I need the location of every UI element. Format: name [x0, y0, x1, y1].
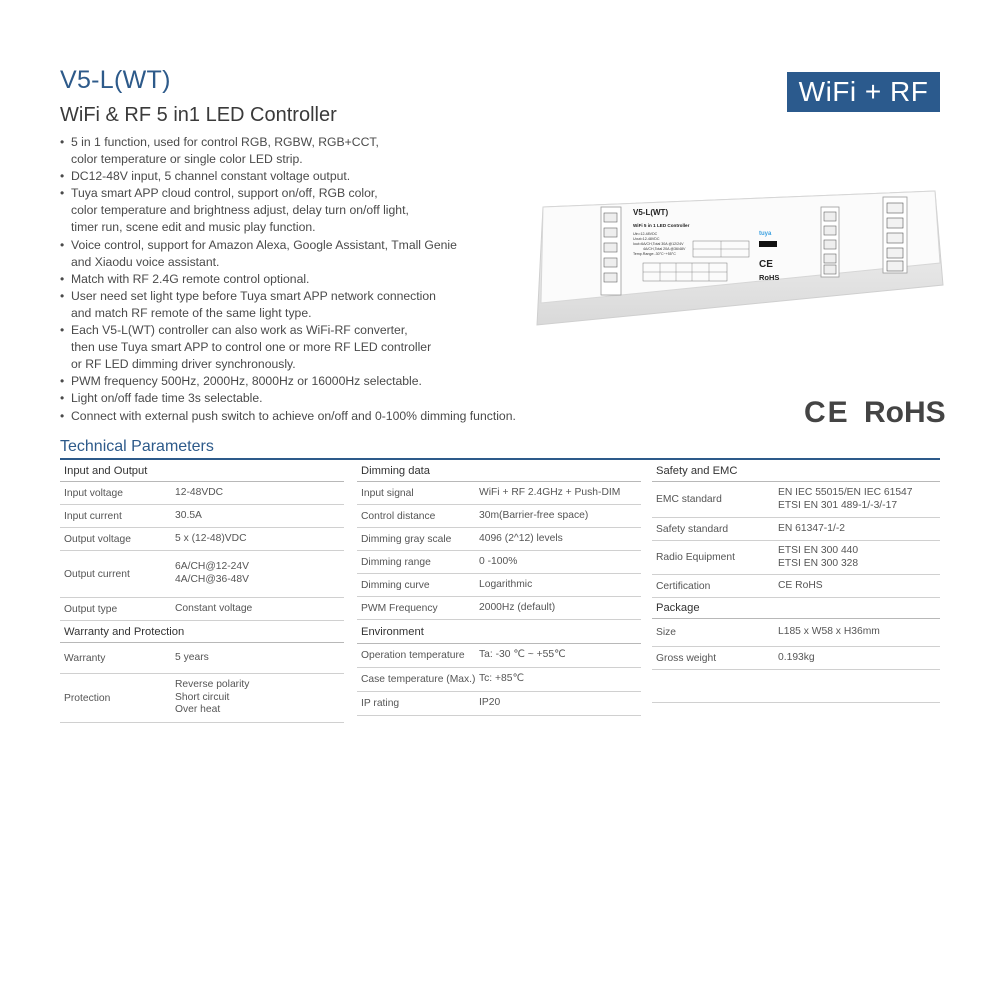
spec-value-line: 0.193kg — [778, 651, 815, 663]
spec-label: Input voltage — [64, 487, 123, 499]
spec-row-control-distance — [357, 505, 641, 528]
spec-value — [175, 561, 344, 586]
device-model-label: V5-L(WT) — [633, 208, 669, 217]
spec-label: Input current — [64, 510, 122, 522]
spec-label: Dimming curve — [361, 579, 430, 591]
device-spec-3: Iout=6A/CH,Total 30A @12/24V — [633, 242, 684, 246]
feature-item: • Each V5-L(WT) controller can also work as WiFi-RF converter, — [60, 322, 560, 339]
spec-value — [175, 487, 344, 500]
wifi-rf-badge: WiFi + RF — [787, 72, 940, 112]
spec-column-2 — [357, 460, 641, 716]
spec-column-3 — [652, 460, 940, 703]
output-terminal-block — [883, 197, 907, 273]
rohs-certification-mark: RoHS — [864, 396, 946, 429]
spec-label: Dimming range — [361, 556, 431, 568]
spec-label: Size — [656, 627, 677, 638]
feature-item: and Xiaodu voice assistant. — [71, 254, 220, 269]
spec-row-input-current — [60, 505, 344, 528]
spec-row-warranty — [60, 643, 344, 674]
spec-value — [175, 603, 344, 616]
feature-item: or RF LED dimming driver synchronously. — [71, 357, 296, 372]
spec-row-emc-standard — [652, 482, 940, 518]
product-model-title: V5-L(WT) — [60, 66, 171, 94]
spec-value-line: EN 61347-1/-2 — [778, 522, 845, 534]
spec-label: Dimming gray scale — [361, 533, 452, 545]
spec-value-line: 30.5A — [175, 509, 202, 521]
spec-value-line: L185 x W58 x H36mm — [778, 626, 880, 638]
spec-row-output-type — [60, 598, 344, 621]
spec-value — [479, 697, 641, 710]
spec-label: Case temperature (Max.) — [361, 674, 476, 685]
spec-row-output-voltage — [60, 528, 344, 551]
spec-label: Output current — [64, 568, 130, 580]
spec-value — [175, 679, 344, 717]
spec-value-line: 0 -100% — [479, 555, 518, 567]
spec-row-size — [652, 619, 940, 647]
spec-label: Output voltage — [64, 533, 131, 545]
spec-value-line: 5 years — [175, 651, 209, 663]
product-subtitle: WiFi & RF 5 in1 LED Controller — [60, 104, 337, 126]
feature-item: color temperature or single color LED strip. — [71, 152, 303, 167]
product-photo — [515, 185, 945, 335]
spec-label: Radio Equipment — [656, 552, 735, 563]
spec-value — [778, 580, 940, 593]
device-spec-1: Uin=12-48VDC — [633, 232, 658, 236]
spec-value — [479, 649, 641, 662]
spec-value-line: ETSI EN 300 440 — [778, 544, 859, 556]
spec-value-line: 4096 (2^12) levels — [479, 532, 563, 544]
spec-value-line: Tc: +85℃ — [479, 673, 525, 685]
feature-item: timer run, scene edit and music play function. — [71, 220, 316, 235]
spec-value-line: Short circuit — [175, 691, 230, 703]
spec-label: Control distance — [361, 510, 436, 522]
spec-value — [479, 510, 641, 523]
feature-item: • Connect with external push switch to achieve on/off and 0-100% dimming function. — [60, 408, 560, 425]
feature-list — [60, 134, 560, 425]
spec-row-radio-equipment — [652, 541, 940, 575]
spec-value — [479, 533, 641, 546]
spec-value — [778, 523, 940, 536]
spec-value-line: 12-48VDC — [175, 486, 224, 498]
spec-value — [175, 652, 344, 665]
spec-value — [778, 487, 940, 512]
feature-item: • Voice control, support for Amazon Alexa, Google Assistant, Tmall Genie — [60, 237, 560, 254]
spec-value-line: Over heat — [175, 704, 221, 716]
spec-value-line: Ta: -30 ℃ ~ +55℃ — [479, 649, 566, 661]
spec-value-line: Logarithmic — [479, 578, 533, 590]
spec-value — [479, 556, 641, 569]
spec-row-certification — [652, 575, 940, 598]
device-spec-5: Temp.Range:-30°C~+55°C — [633, 252, 676, 256]
spec-value-line: ETSI EN 300 328 — [778, 557, 859, 569]
feature-item: color temperature and brightness adjust, delay turn on/off light, — [71, 203, 409, 218]
spec-row-dimming-curve — [357, 574, 641, 597]
spec-value-line: ETSI EN 301 489-1/-3/-17 — [778, 499, 898, 511]
spec-value-line: 30m(Barrier-free space) — [479, 509, 589, 521]
right-terminal-block — [821, 207, 839, 277]
spec-value-line: IP20 — [479, 697, 501, 709]
spec-value-line: 5 x (12-48)VDC — [175, 532, 247, 544]
feature-item: • DC12-48V input, 5 channel constant voltage output. — [60, 168, 560, 185]
feature-item: • User need set light type before Tuya smart APP network connection — [60, 288, 560, 305]
feature-item: • Match with RF 2.4G remote control optional. — [60, 271, 560, 288]
spec-label: Safety standard — [656, 523, 729, 535]
spec-row-input-signal — [357, 482, 641, 505]
feature-item: then use Tuya smart APP to control one or more RF LED controller — [71, 340, 432, 355]
package-heading: Package — [652, 598, 940, 619]
spec-column-1 — [60, 460, 344, 723]
spec-value-line: 4A/CH@36-48V — [175, 574, 249, 585]
safety-and-emc-heading: Safety and EMC — [652, 460, 940, 482]
spec-value-line: 2000Hz (default) — [479, 601, 556, 613]
spec-value — [778, 545, 940, 570]
spec-value — [479, 602, 641, 615]
spec-row-gross-weight — [652, 647, 940, 670]
spec-value-line: Reverse polarity — [175, 679, 250, 691]
device-name-label: WiFi 5 in 1 LED Controller — [633, 223, 690, 228]
spec-row-dimming-gray-scale — [357, 528, 641, 551]
spec-row-pwm-frequency — [357, 597, 641, 620]
feature-item: • PWM frequency 500Hz, 2000Hz, 8000Hz or 16000Hz selectable. — [60, 373, 560, 390]
spec-row-dimming-range — [357, 551, 641, 574]
spec-label: Gross weight — [656, 652, 717, 664]
spec-label: Warranty — [64, 652, 106, 664]
spec-row-protection — [60, 674, 344, 723]
spec-label: IP rating — [361, 698, 400, 709]
spec-label: EMC standard — [656, 494, 722, 505]
spec-row-safety-standard — [652, 518, 940, 541]
spec-value-line: Constant voltage — [175, 602, 253, 614]
spec-row-output-current — [60, 551, 344, 598]
device-ce-mark: CE — [759, 259, 773, 270]
spec-value-line: CE RoHS — [778, 579, 823, 591]
spec-value — [479, 579, 641, 592]
device-spec-2: Uout=12-48VDC — [633, 237, 660, 241]
spec-row-input-voltage — [60, 482, 344, 505]
spec-row-empty — [652, 670, 940, 703]
warranty-and-protection-heading: Warranty and Protection — [60, 621, 344, 643]
dimming-data-heading: Dimming data — [357, 460, 641, 482]
spec-value — [778, 652, 940, 665]
feature-item: • Light on/off fade time 3s selectable. — [60, 390, 560, 407]
feature-item: • Tuya smart APP cloud control, support on/off, RGB color, — [60, 185, 560, 202]
technical-parameters-title: Technical Parameters — [60, 438, 214, 455]
spec-label: Protection — [64, 692, 111, 704]
spec-row-case-temperature-max — [357, 668, 641, 692]
spec-value-line: 6A/CH@12-24V — [175, 561, 249, 573]
left-terminal-block — [601, 207, 621, 295]
feature-item: • 5 in 1 function, used for control RGB, RGBW, RGB+CCT, — [60, 134, 560, 151]
environment-heading: Environment — [357, 620, 641, 644]
device-rohs-mark: RoHS — [759, 273, 780, 282]
spec-value — [175, 533, 344, 546]
device-spec-4: 4A/CH,Total 20A @36/48V — [643, 247, 686, 251]
spec-label: Operation temperature — [361, 650, 465, 661]
wifi-switch-icon — [759, 241, 777, 247]
spec-label: Input signal — [361, 487, 414, 499]
spec-value — [175, 510, 344, 523]
tuya-logo: tuya — [759, 231, 772, 237]
input-and-output-heading: Input and Output — [60, 460, 344, 482]
feature-item: and match RF remote of the same light type. — [71, 305, 312, 320]
ce-certification-mark: CE — [804, 396, 850, 429]
spec-value — [479, 673, 641, 686]
spec-label: PWM Frequency — [361, 602, 438, 614]
spec-value-line: EN IEC 55015/EN IEC 61547 — [778, 486, 913, 498]
spec-row-ip-rating — [357, 692, 641, 716]
spec-label: Certification — [656, 580, 711, 592]
spec-label: Output type — [64, 603, 118, 615]
spec-row-operation-temperature — [357, 644, 641, 668]
spec-value — [778, 626, 940, 639]
spec-value-line: WiFi + RF 2.4GHz + Push-DIM — [479, 486, 621, 498]
spec-value — [479, 487, 641, 500]
